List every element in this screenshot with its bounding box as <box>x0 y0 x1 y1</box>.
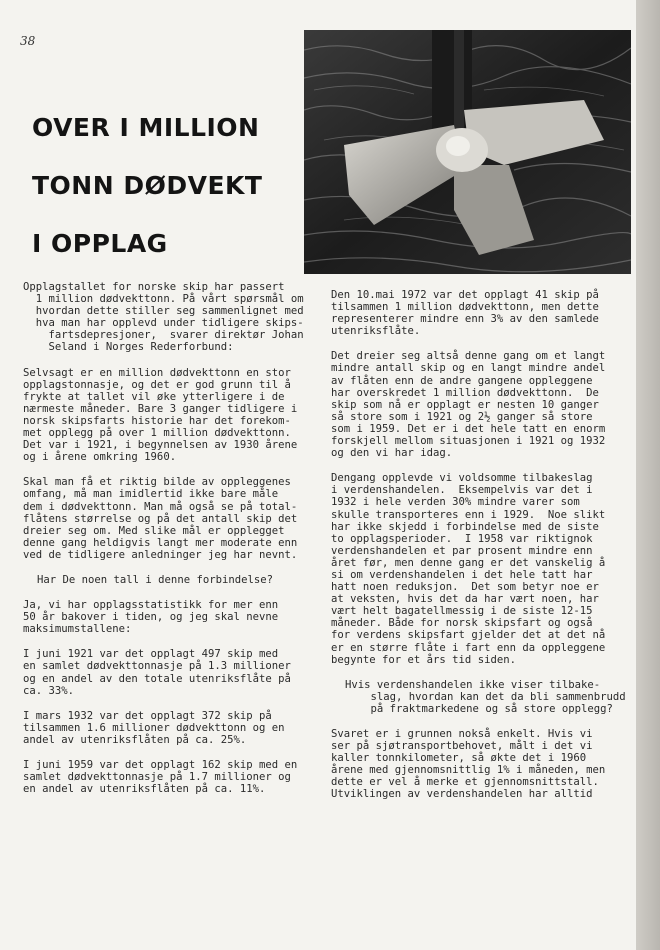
paragraph: I juni 1921 var det opplagt 497 skip med en samlet dødvekttonnasje på 1.3 millioner og en andel av den totale utenriksflåte på ca. 33%. <box>23 648 291 697</box>
interview-question: Har De noen tall i denne forbindelse? <box>37 573 273 586</box>
paragraph: Det dreier seg altså denne gang om et langt mindre antall skip og en langt mindre andel av flåten enn de andre gangene oppleggene har overskredet 1 million dødvekttonn. De skip som nå er opplagt er nesten 10 ganger så store som i 1921 og 2½ ganger så store som i 1959. Det er i det hele tatt en enorm forskjell mellom situasjonen i 1921 og 1932 og den vi har idag. <box>331 350 606 460</box>
headline-line-2: TONN DØDVEKT <box>32 171 263 200</box>
paragraph: Selvsagt er en million dødvekttonn en stor opplagstonnasje, og det er god grunn til å frykte at tallet vil øke ytterligere i de nærmeste måneder. Bare 3 ganger tidligere i norsk skipsfarts historie har det forekom- met opplegg på over 1 million dødvekttonn. Det var i 1921, i begynnelsen av 1930 årene og i årene omkring 1960. <box>23 366 298 464</box>
paragraph: Den 10.mai 1972 var det opplagt 41 skip på tilsammen 1 million dødvekttonn, men dette representerer mindre enn 3% av den samlede utenriksflåte. <box>331 289 599 338</box>
ship-propeller-photo <box>304 30 631 274</box>
intro-paragraph: Opplagstallet for norske skip har passert 1 million dødvekttonn. På vårt spørsmål om hvordan dette stiller seg sammenlignet med hva man har opplevd under tidligere skips- fartsdepresjoner, svarer direktør Johan Seland i Norges Rederforbund: <box>23 281 304 354</box>
paragraph: Svaret er i grunnen nokså enkelt. Hvis vi ser på sjøtransportbehovet, målt i det vi kaller tonnkilometer, så økte det i 1960 årene med gjennomsnittlig 1% i måneden, men dette er vel å merke et gjennomsnittstall. Utviklingen av verdenshandelen har alltid <box>331 728 606 801</box>
headline-line-1: OVER I MILLION <box>32 113 260 142</box>
paragraph: I mars 1932 var det opplagt 372 skip på tilsammen 1.6 millioner dødvekttonn og en andel av utenriksflåten på ca. 25%. <box>23 709 285 746</box>
page-number: 38 <box>20 34 36 48</box>
paragraph: Dengang opplevde vi voldsomme tilbakeslag i verdenshandelen. Eksempelvis var det i 1932 i hele verden 30% mindre varer som skulle transporteres enn i 1929. Noe slikt har ikke skjedd i forbindelse med de siste to opplagsperioder. I 1958 var riktignok verdenshandelen et par prosent mindre enn året før, men denne gang er det vanskelig å si om verdenshandelen i det hele tatt har hatt noen reduksjon. Det som betyr noe er at veksten, hvis det da har vært noen, har vært helt bagatellmessig i de siste 12-15 måneder. Både for norsk skipsfart og også for verdens skipsfart gjelder det at det nå er en større flåte i fart enn da oppleggene begynte for et års tid siden. <box>331 472 606 666</box>
page-edge <box>636 0 660 950</box>
paragraph: I juni 1959 var det opplagt 162 skip med en samlet dødvekttonnasje på 1.7 millioner og en andel av utenriksflåten på ca. 11%. <box>23 759 298 796</box>
headline-line-3: I OPPLAG <box>32 229 168 258</box>
right-column <box>331 289 626 814</box>
interview-question: Hvis verdenshandelen ikke viser tilbake- slag, hvordan kan det da bli sammenbrudd på fraktmarkedene og så store opplegg? <box>345 678 626 715</box>
paragraph: Ja, vi har opplagsstatistikk for mer enn 50 år bakover i tiden, og jeg skal nevne maksimumstallene: <box>23 599 279 636</box>
article-headline <box>32 108 300 282</box>
left-column <box>23 281 313 808</box>
paragraph: Skal man få et riktig bilde av oppleggenes omfang, må man imidlertid ikke bare måle dem i dødvekttonn. Man må også se på total- flåtens størrelse og på det antall skip det dreier seg om. Med slike mål er opplegget denne gang heldigvis langt mer moderate enn ved de tidligere anledninger jeg har nevnt. <box>23 476 298 561</box>
ship-propeller-icon <box>304 30 631 274</box>
